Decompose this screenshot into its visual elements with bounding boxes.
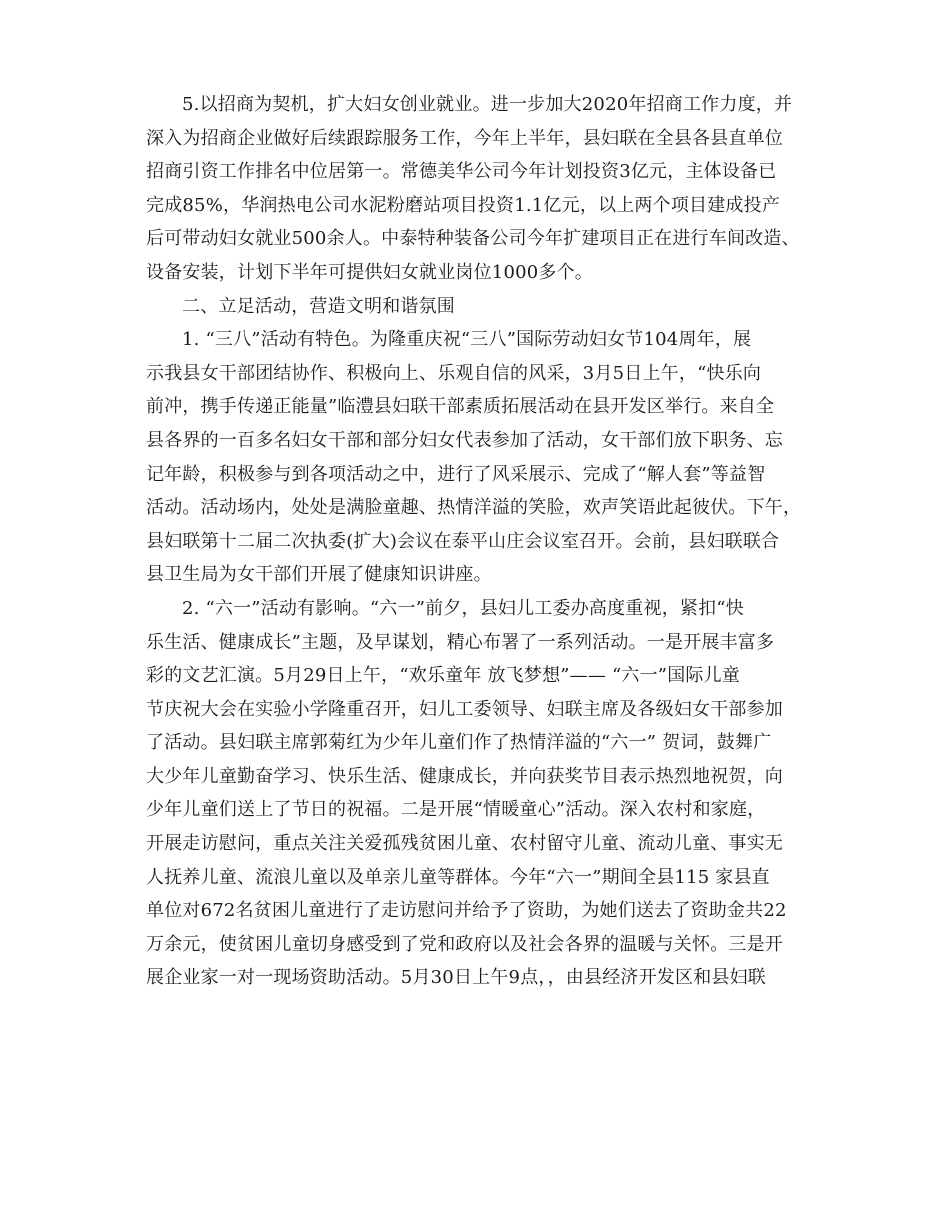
document-line: 招商引资工作排名中位居第一。常德美华公司今年计划投资3亿元，主体设备已 bbox=[146, 161, 777, 183]
document-line: 深入为招商企业做好后续跟踪服务工作，今年上半年，县妇联在全县各县直单位 bbox=[146, 127, 783, 149]
document-line: 大少年儿童勤奋学习、快乐生活、健康成长，并向获奖节目表示热烈地祝贺，向 bbox=[146, 765, 783, 787]
document-line: 完成85%，华润热电公司水泥粉磨站项目投资1.1亿元，以上两个项目建成投产 bbox=[146, 194, 781, 216]
document-line: 县卫生局为女干部们开展了健康知识讲座。 bbox=[146, 564, 492, 586]
document-line: 设备安装，计划下半年可提供妇女就业岗位1000多个。 bbox=[146, 261, 594, 283]
document-line: 5.以招商为契机，扩大妇女创业就业。进一步加大2020年招商工作力度，并 bbox=[182, 94, 793, 115]
document-line: 2. “六一”活动有影响。“六一”前夕，县妇儿工委办高度重视，紧扣“快 bbox=[182, 597, 744, 619]
document-body bbox=[146, 88, 808, 995]
document-line: 1. “三八”活动有特色。为隆重庆祝“三八”国际劳动妇女节104周年，展 bbox=[182, 329, 752, 351]
document-line: 示我县女干部团结协作、积极向上、乐观自信的风采，3月5日上午，“快乐向 bbox=[146, 362, 762, 384]
document-line: 县妇联第十二届二次执委(扩大)会议在泰平山庄会议室召开。会前，县妇联联合 bbox=[146, 530, 780, 552]
document-line: 县各界的一百多名妇女干部和部分妇女代表参加了活动，女干部们放下职务、忘 bbox=[146, 429, 783, 451]
document-line: 节庆祝大会在实验小学隆重召开，妇儿工委领导、妇联主席及各级妇女干部参加 bbox=[146, 698, 783, 720]
document-line: 彩的文艺汇演。5月29日上午，“欢乐童年 放飞梦想”—— “六一”国际儿童 bbox=[146, 665, 741, 687]
document-line: 了活动。县妇联主席郭菊红为少年儿童们作了热情洋溢的“六一” 贺词，鼓舞广 bbox=[146, 732, 772, 754]
document-line: 开展走访慰问，重点关注关爱孤残贫困儿童、农村留守儿童、流动儿童、事实无 bbox=[146, 833, 783, 855]
document-line: 乐生活、健康成长”主题，及早谋划，精心布署了一系列活动。一是开展丰富多 bbox=[146, 631, 775, 653]
document-line: 展企业家一对一现场资助活动。5月30日上午9点，，由县经济开发区和县妇联 bbox=[146, 967, 767, 989]
document-line: 后可带动妇女就业500余人。中泰特种装备公司今年扩建项目正在进行车间改造、 bbox=[146, 228, 800, 250]
document-line: 单位对672名贫困儿童进行了走访慰问并给予了资助，为她们送去了资助金共22 bbox=[146, 900, 787, 922]
document-line: 万余元，使贫困儿童切身感受到了党和政府以及社会各界的温暖与关怀。三是开 bbox=[146, 933, 783, 955]
document-line: 记年龄，积极参与到各项活动之中，进行了风采展示、完成了“解人套”等益智 bbox=[146, 463, 766, 485]
document-line: 人抚养儿童、流浪儿童以及单亲儿童等群体。今年“六一”期间全县115 家县直 bbox=[146, 866, 770, 888]
document-line: 前冲，携手传递正能量”临澧县妇联干部素质拓展活动在县开发区举行。来自全 bbox=[146, 396, 775, 418]
document-line: 活动。活动场内，处处是满脸童趣、热情洋溢的笑脸，欢声笑语此起彼伏。下午， bbox=[146, 497, 802, 519]
document-line: 少年儿童们送上了节日的祝福。二是开展“情暖童心”活动。深入农村和家庭， bbox=[146, 799, 766, 821]
document-line: 二、立足活动，营造文明和谐氛围 bbox=[182, 295, 455, 317]
